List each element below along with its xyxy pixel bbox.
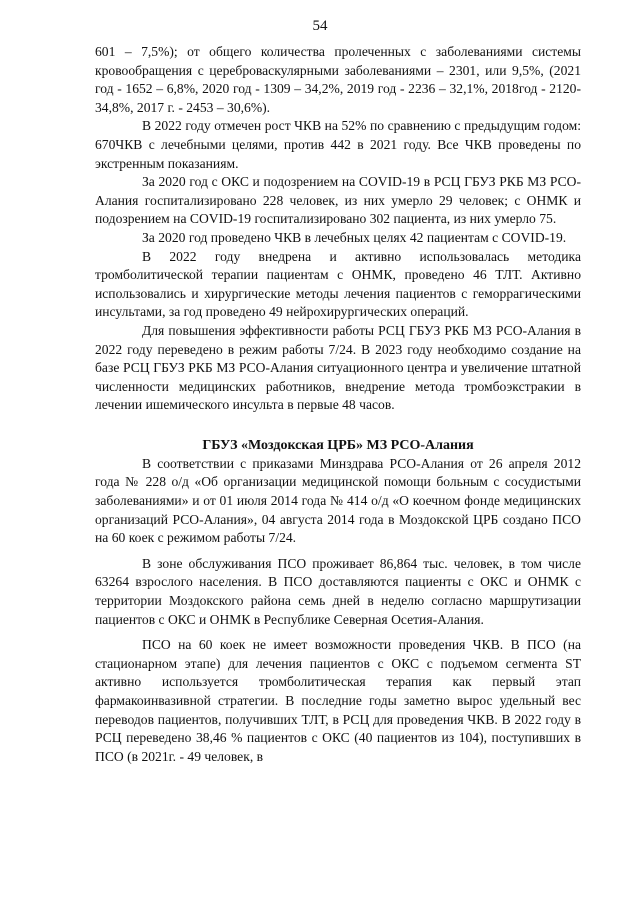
spacer xyxy=(95,548,581,555)
paragraph-covid-hospitalization: За 2020 год с ОКС и подозрением на COVID-19 в РСЦ ГБУЗ РКБ МЗ РСО-Алания госпитализировано 228 человек, из них умерло 29 человек; с ОНМК и подозрением на COVID-19 госпитализировано 302 пациента, из них умерло 75. xyxy=(95,174,581,227)
paragraph-pso-capacity: ПСО на 60 коек не имеет возможности проведения ЧКВ. В ПСО (на стационарном этапе) для лечения пациентов с ОКС с подъемом сегмента ST активно используется тромболитическая терапия как первый этап фармакоинвазивной стратегии. В последние годы заметно вырос удельный вес переводов пациентов, получивших ТЛТ, в РСЦ для проведения ЧКВ. В 2022 году в РСЦ переведено 38,46 % пациентов с ОКС (40 пациентов из 104), поступивших в ПСО (в 2021г. - 49 человек, в xyxy=(95,637,581,764)
paragraph-pci-growth: В 2022 году отмечен рост ЧКВ на 52% по сравнению с предыдущим годом: 670ЧКВ с лечебными целями, против 442 в 2021 году. Все ЧКВ проведены по экстренным показаниям. xyxy=(95,118,581,171)
paragraph-efficiency: Для повышения эффективности работы РСЦ ГБУЗ РКБ МЗ РСО-Алания в 2022 году переведено в режим работы 7/24. В 2023 году необходимо создание на базе РСЦ ГБУЗ РКБ МЗ РСО-Алания ситуационного центра и увеличение штатной численности медицинских работников, внедрение метода тромбоэкстракии в лечении ишемического инсульта в первые 48 часов. xyxy=(95,322,581,413)
paragraph-thrombolysis: В 2022 году внедрена и активно использовалась методика тромболитической терапии пациентам с ОНМК, проведено 46 ТЛТ. Активно использовались и хирургические методы лечения пациентов с геморрагическими инсультами, за год проведено 49 нейрохирургических операций. xyxy=(95,248,581,320)
paragraph-orders: В соответствии с приказами Минздрава РСО-Алания от 26 апреля 2012 года № 228 о/д «Об организации медицинской помощи больным с сосудистыми заболеваниями» и от 01 июля 2014 года № 414 о/д «О коечном фонде медицинских организаций РСО-Алания», 04 августа 2014 года в Моздокской ЦРБ создано ПСО на 60 коек с режимом работы 7/24. xyxy=(95,455,581,546)
document-body xyxy=(95,43,581,766)
page-number: 54 xyxy=(312,18,328,34)
paragraph-continuation: 601 – 7,5%); от общего количества пролеченных с заболеваниями системы кровообращения с цереброваскулярными заболеваниями – 2301, или 9,5%, (2021 год - 1652 – 6,8%, 2020 год - 1309 – 34,2%, 2019 год - 2236 – 32,1%, 2018год - 2120- 34,8%, 2017 г. - 2453 – 30,6%). xyxy=(95,44,581,115)
spacer xyxy=(95,422,581,429)
spacer xyxy=(95,429,581,436)
paragraph-service-area: В зоне обслуживания ПСО проживает 86,864 тыс. человек, в том числе 63264 взрослого населения. В ПСО доставляются пациенты с ОКС и ОНМК с территории Моздокского района семь дней в неделю согласно маршрутизации пациентов с ОКС и ОНМК в Республике Северная Осетия-Алания. xyxy=(95,555,581,627)
paragraph-covid-pci: За 2020 год проведено ЧКВ в лечебных целях 42 пациентам с COVID-19. xyxy=(142,229,567,245)
spacer xyxy=(95,415,581,422)
section-heading: ГБУЗ «Моздокская ЦРБ» МЗ РСО-Алания xyxy=(202,437,474,453)
spacer xyxy=(95,629,581,636)
